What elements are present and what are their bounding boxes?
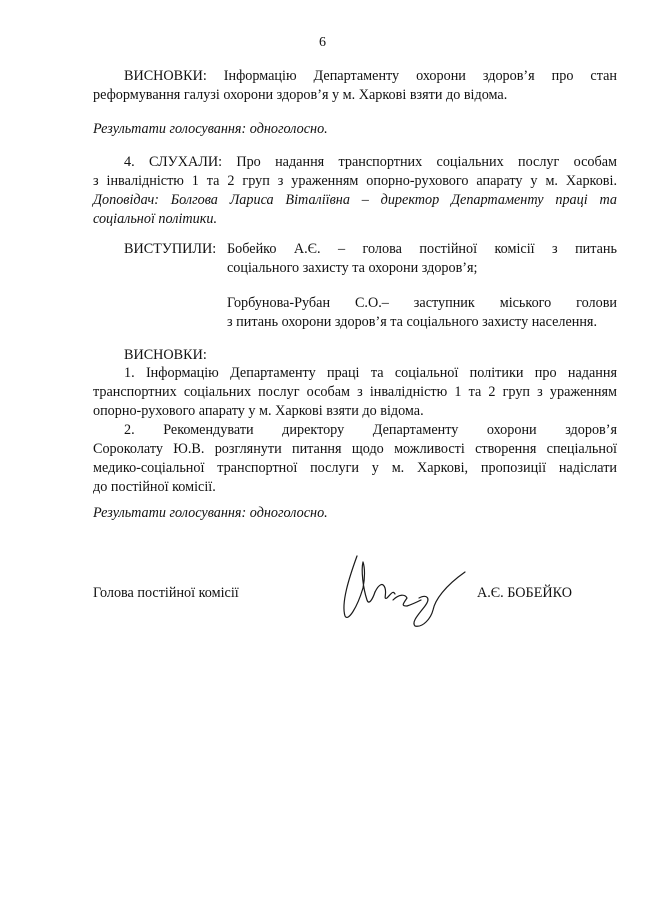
speaker-1-line-2: соціального захисту та охорони здоров’я; xyxy=(227,260,478,276)
conclusion-p2-line-1: 2. Рекомендувати директору Департаменту охорони здоров’я xyxy=(124,422,617,438)
conclusions-label: ВИСНОВКИ: xyxy=(124,347,207,363)
conclusion-1-line-2: реформування галузі охорони здоров’я у м. Харкові взяти до відома. xyxy=(93,87,508,103)
rapporteur-line-1: Доповідач: Болгова Лариса Віталіївна – директор Департаменту праці та xyxy=(93,192,617,208)
signatory-name: А.Є. БОБЕЙКО xyxy=(477,585,572,601)
speaker-1-line-1: Бобейко А.Є. – голова постійної комісії з питань xyxy=(227,241,617,257)
conclusion-p1-line-1: 1. Інформацію Департаменту праці та соціальної політики про надання xyxy=(124,365,617,381)
conclusion-1-line-1: ВИСНОВКИ: Інформацію Департаменту охорони здоров’я про стан xyxy=(124,68,617,84)
speaker-2-line-2: з питань охорони здоров’я та соціального захисту населення. xyxy=(227,314,598,330)
conclusions-block xyxy=(93,364,617,497)
conclusion-p1-line-3: опорно-рухового апарату у м. Харкові взяти до відома. xyxy=(93,403,424,419)
conclusion-p2-line-2: Сороколату Ю.В. розглянути питання щодо можливості створення спеціальної xyxy=(93,441,617,457)
handwritten-signature-icon xyxy=(335,548,475,638)
item-4-line-1: 4. СЛУХАЛИ: Про надання транспортних соціальних послуг особам xyxy=(124,154,617,170)
rapporteur-line-2: соціальної політики. xyxy=(93,211,218,227)
speakers-label: ВИСТУПИЛИ: xyxy=(124,241,217,257)
conclusion-p2-line-3: медико-соціальної транспортної послуги у м. Харкові, пропозиції надіслати xyxy=(93,460,617,476)
vote-result-1: Результати голосування: одноголосно. xyxy=(93,121,328,137)
signatory-title: Голова постійної комісії xyxy=(93,585,239,601)
speaker-2 xyxy=(227,294,617,332)
item-4-block xyxy=(93,153,617,229)
speaker-2-line-1: Горбунова-Рубан С.О.– заступник міського голови xyxy=(227,295,617,311)
vote-result-2: Результати голосування: одноголосно. xyxy=(93,505,328,521)
speaker-1 xyxy=(227,240,617,278)
conclusion-p2-line-4: до постійної комісії. xyxy=(93,479,216,495)
conclusion-block-1 xyxy=(93,67,617,105)
item-4-line-2: з інвалідністю 1 та 2 груп з ураженням опорно-рухового апарату у м. Харкові. xyxy=(93,173,617,189)
conclusion-p1-line-2: транспортних соціальних послуг особам з інвалідністю 1 та 2 груп з ураженням xyxy=(93,384,617,400)
page-number: 6 xyxy=(319,35,326,50)
